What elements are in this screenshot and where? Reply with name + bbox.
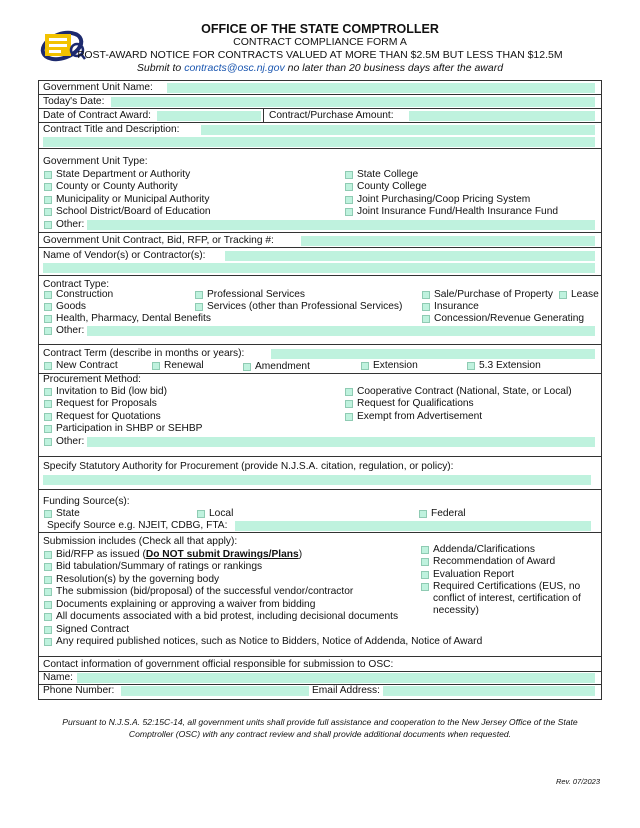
- gov-other-input[interactable]: [87, 220, 595, 230]
- section-term-procurement: Contract Term (describe in months or years): New Contract Renewal Amendment Extension 5.3 Extension Procurement Method: Invitation to Bid (low bid) Request for Proposals Request for Quotations Participation in SHBP or SEHBP Other: Cooperative Contract (National, State, or Local) Request for Qualifications Exempt from Advertisement: [39, 345, 601, 457]
- submit-email-link[interactable]: contracts@osc.nj.gov: [184, 62, 285, 74]
- checkbox-school-district[interactable]: [44, 208, 52, 216]
- row-title-desc: Contract Title and Description:: [39, 123, 601, 149]
- checkbox-joint-insurance[interactable]: [345, 208, 353, 216]
- checkbox-services[interactable]: [195, 303, 203, 311]
- checkbox-vendor-submission[interactable]: [44, 588, 52, 596]
- checkbox-tabulation[interactable]: [44, 563, 52, 571]
- checkbox-exempt[interactable]: [345, 413, 353, 421]
- checkbox-signed-contract[interactable]: [44, 626, 52, 634]
- contact-email-input[interactable]: [383, 686, 595, 696]
- title-desc-input-2[interactable]: [43, 137, 595, 147]
- footer-notice: Pursuant to N.J.S.A. 52:15C-14, all government units shall provide full assistance and cooperation to the New Jersey Office of the State Comptroller (OSC) with any contract review and shall provide additional documents when requested.: [62, 717, 578, 739]
- section-contact: Contact information of government official responsible for submission to OSC: Name: Phone Number: Email Address:: [39, 657, 601, 699]
- checkbox-certifications[interactable]: [421, 583, 429, 591]
- checkbox-local-fund[interactable]: [197, 510, 205, 518]
- checkbox-amendment[interactable]: [243, 363, 251, 371]
- term-input[interactable]: [271, 349, 595, 359]
- checkbox-gov-other[interactable]: [44, 221, 52, 229]
- section-authority: Specify Statutory Authority for Procurement (provide N.J.S.A. citation, regulation, or policy):: [39, 457, 601, 490]
- form-body: [38, 80, 602, 700]
- row-tracking: Government Unit Contract, Bid, RFP, or Tracking #:: [39, 233, 601, 248]
- checkbox-evaluation[interactable]: [421, 571, 429, 579]
- checkbox-construction[interactable]: [44, 291, 52, 299]
- checkbox-state-fund[interactable]: [44, 510, 52, 518]
- checkbox-waiver[interactable]: [44, 601, 52, 609]
- checkbox-recommendation[interactable]: [421, 558, 429, 566]
- checkbox-state-dept[interactable]: [44, 171, 52, 179]
- checkbox-renewal[interactable]: [152, 362, 160, 370]
- checkbox-proc-other[interactable]: [44, 438, 52, 446]
- section-submission: Submission includes (Check all that apply): Bid/RFP as issued (Do NOT submit Drawings/Plans) Bid tabulation/Summary of ratings or rankings Resolution(s) by the governing body The submission (bid/proposal) of the successful vendor/contractor Documents explaining or approving a waiver from bidding All documents associated with a bid protest, including decisional documents Signed Contract Any required published notices, such as Notice to Bidders, Notice of Addenda, Notice of Award Addenda/Clarifications Recommendation of Award Evaluation Report Required Certifications (EUS, no conflict of interest, certification of necessity): [39, 533, 601, 657]
- checkbox-bid-rfp[interactable]: [44, 551, 52, 559]
- section-contract-type: Contract Type: Construction Goods Health, Pharmacy, Dental Benefits Other: Professional Services Services (other than Professional Services) Sale/Purchase of Property Lease Insurance Concession/Revenue Generating: [39, 276, 601, 345]
- checkbox-concession[interactable]: [422, 315, 430, 323]
- todays-date-input[interactable]: [111, 97, 595, 107]
- authority-input[interactable]: [43, 475, 591, 485]
- checkbox-coop[interactable]: [345, 388, 353, 396]
- checkbox-53-extension[interactable]: [467, 362, 475, 370]
- checkbox-protest[interactable]: [44, 613, 52, 621]
- checkbox-health[interactable]: [44, 315, 52, 323]
- tracking-input[interactable]: [301, 236, 595, 246]
- title-desc-input[interactable]: [201, 125, 595, 135]
- checkbox-municipality[interactable]: [44, 196, 52, 204]
- vendor-input[interactable]: [225, 251, 595, 261]
- checkbox-rfp[interactable]: [44, 400, 52, 408]
- proc-other-input[interactable]: [87, 437, 595, 447]
- form-header: [0, 22, 640, 75]
- row-award-amount: Date of Contract Award: Contract/Purchase Amount:: [39, 109, 601, 123]
- checkbox-federal-fund[interactable]: [419, 510, 427, 518]
- checkbox-sale-purchase[interactable]: [422, 291, 430, 299]
- checkbox-addenda[interactable]: [421, 546, 429, 554]
- notice-title: POST-AWARD NOTICE FOR CONTRACTS VALUED AT MORE THAN $2.5M BUT LESS THAN $12.5M: [77, 49, 563, 61]
- revision-date: Rev. 07/2023: [555, 777, 600, 786]
- contact-name-input[interactable]: [77, 673, 595, 683]
- row-gov-unit-name: Government Unit Name:: [39, 81, 601, 95]
- award-date-input[interactable]: [157, 111, 261, 121]
- amount-input[interactable]: [409, 111, 595, 121]
- checkbox-extension[interactable]: [361, 362, 369, 370]
- checkbox-goods[interactable]: [44, 303, 52, 311]
- row-todays-date: Today's Date:: [39, 95, 601, 109]
- checkbox-county[interactable]: [44, 183, 52, 191]
- submit-line: Submit to contracts@osc.nj.gov no later than 20 business days after the award: [136, 62, 504, 74]
- checkbox-insurance[interactable]: [422, 303, 430, 311]
- checkbox-notices[interactable]: [44, 638, 52, 646]
- checkbox-professional[interactable]: [195, 291, 203, 299]
- checkbox-joint-purchasing[interactable]: [345, 196, 353, 204]
- checkbox-lease[interactable]: [559, 291, 567, 299]
- checkbox-resolution[interactable]: [44, 576, 52, 584]
- checkbox-rfq[interactable]: [44, 413, 52, 421]
- vendor-input-2[interactable]: [43, 263, 595, 273]
- funding-source-input[interactable]: [235, 521, 591, 531]
- row-vendor: Name of Vendor(s) or Contractor(s):: [39, 248, 601, 276]
- contract-other-input[interactable]: [87, 326, 595, 336]
- section-funding: Funding Source(s): State Local Federal Specify Source e.g. NJEIT, CDBG, FTA:: [39, 490, 601, 533]
- checkbox-shbp[interactable]: [44, 425, 52, 433]
- checkbox-contract-other[interactable]: [44, 327, 52, 335]
- office-title: OFFICE OF THE STATE COMPTROLLER: [201, 22, 439, 36]
- checkbox-new-contract[interactable]: [44, 362, 52, 370]
- checkbox-state-college[interactable]: [345, 171, 353, 179]
- checkbox-qualifications[interactable]: [345, 400, 353, 408]
- section-gov-type: Government Unit Type: State Department or Authority County or County Authority Municipality or Municipal Authority School District/Board of Education Other: State College County College Joint Purchasing/Coop Pricing System Joint Insurance Fund/Health Insurance Fund: [39, 149, 601, 233]
- form-title: CONTRACT COMPLIANCE FORM A: [233, 36, 407, 48]
- checkbox-county-college[interactable]: [345, 183, 353, 191]
- checkbox-itb[interactable]: [44, 388, 52, 396]
- gov-unit-name-input[interactable]: [167, 83, 595, 93]
- contact-phone-input[interactable]: [121, 686, 309, 696]
